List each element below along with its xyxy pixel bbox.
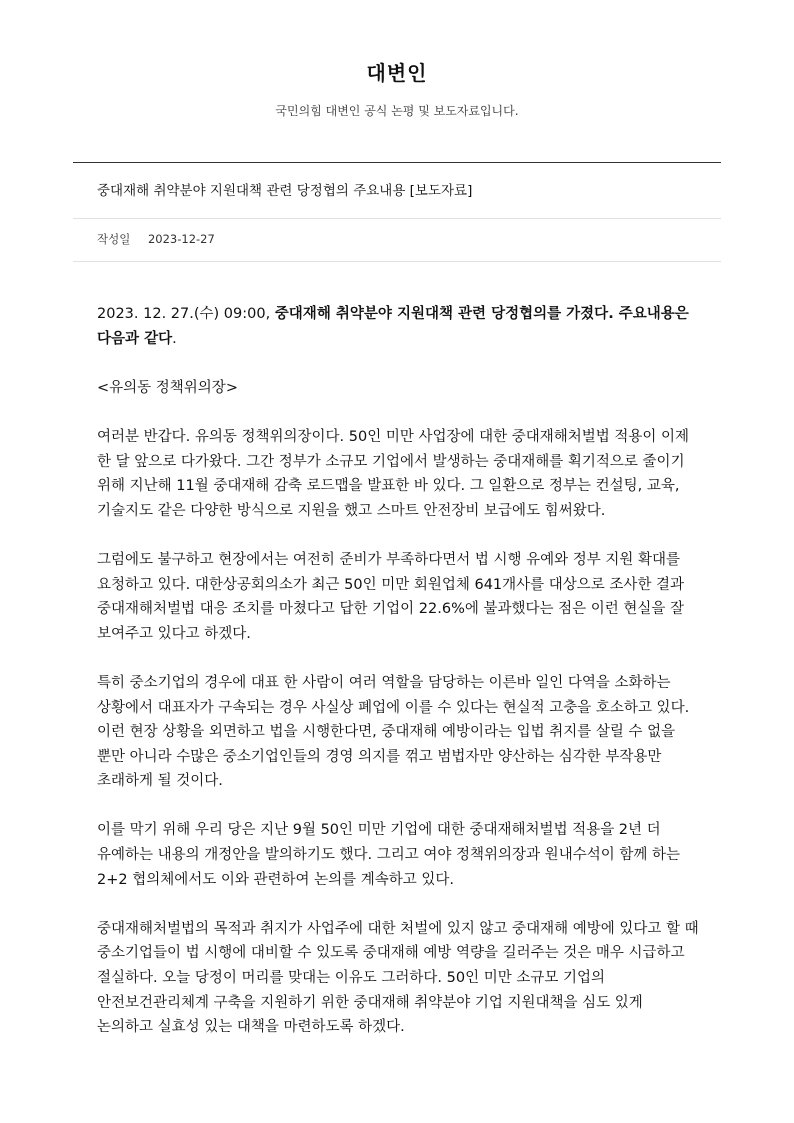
body-paragraph-4: 이를 막기 위해 우리 당은 지난 9월 50인 미만 기업에 대한 중대재해처벌법 적용을 2년 더 유예하는 내용의 개정안을 발의하기도 했다. 그리고 여야 정책위의장과 원내수석이 함께 하는 2+2 협의체에서도 이와 관련하여 논의를 계속하고 있다. <box>97 822 680 888</box>
speaker-heading: <유의동 정책위의장> <box>97 379 238 396</box>
meta-divider <box>73 261 721 262</box>
site-description: 국민의힘 대변인 공식 논평 및 보도자료입니다. <box>275 104 519 118</box>
body-paragraph-2: 그럼에도 불구하고 현장에서는 여전히 준비가 부족하다면서 법 시행 유예와 정부 지원 확대를 요청하고 있다. 대한상공회의소가 최근 50인 미만 회원업체 641개사를 대상으로 조사한 결과 중대재해처벌법 대응 조치를 마쳤다고 답한 기업이 22.6%에 불과했다는 점은 이런 현실을 잘 보여주고 있다고 하겠다. <box>97 551 685 642</box>
body-paragraph-5: 중대재해처벌법의 목적과 취지가 사업주에 대한 처벌에 있지 않고 중대재해 예방에 있다고 할 때 중소기업들이 법 시행에 대비할 수 있도록 중대재해 예방 역량을 길러주는 것은 매우 시급하고 절실하다. 오늘 당정이 머리를 맞대는 이유도 그러하다. 50인 미만 소규모 기업의 안전보건관리체계 구축을 지원하기 위한 중대재해 취약분야 기업 지원대책을 심도 있게 논의하고 실효성 있는 대책을 마련하도록 하겠다. <box>97 920 699 1036</box>
post-date-label: 작성일 <box>97 232 131 246</box>
article-body <box>97 302 701 1064</box>
intro-period: . <box>172 330 177 347</box>
intro-datetime: 2023. 12. 27.(수) 09:00, <box>97 306 275 322</box>
post-date: 2023-12-27 <box>147 232 215 246</box>
title-divider <box>73 218 721 219</box>
body-paragraph-1: 여러분 반갑다. 유의동 정책위의장이다. 50인 미만 사업장에 대한 중대재해처벌법 적용이 이제 한 달 앞으로 다가왔다. 그간 정부가 소규모 기업에서 발생하는 중대재해를 획기적으로 줄이기 위해 지난해 11월 중대재해 감축 로드맵을 발표한 바 있다. 그 일환으로 정부는 컨설팅, 교육, 기술지도 같은 다양한 방식으로 지원을 했고 스마트 안전장비 보급에도 힘써왔다. <box>97 428 690 519</box>
intro-summary: 중대재해 취약분야 지원대책 관련 당정협의를 가졌다. 주요내용은 다음과 같다 <box>97 306 689 347</box>
intro-paragraph <box>97 302 701 351</box>
post-title: 중대재해 취약분야 지원대책 관련 당정협의 주요내용 [보도자료] <box>97 183 473 199</box>
post-meta <box>97 229 215 249</box>
site-header <box>0 58 794 120</box>
site-title[interactable]: 대변인 <box>366 61 428 85</box>
header-divider <box>73 162 721 163</box>
body-paragraph-3: 특히 중소기업의 경우에 대표 한 사람이 여러 역할을 담당하는 이른바 일인 다역을 소화하는 상황에서 대표자가 구속되는 경우 사실상 폐업에 이를 수 있다는 현실적 고충을 호소하고 있다. 이런 현장 상황을 외면하고 법을 시행한다면, 중대재해 예방이라는 입법 취지를 살릴 수 없을 뿐만 아니라 수많은 중소기업인들의 경영 의지를 꺾고 범법자만 양산하는 심각한 부작용만 초래하게 될 것이다. <box>97 674 690 790</box>
